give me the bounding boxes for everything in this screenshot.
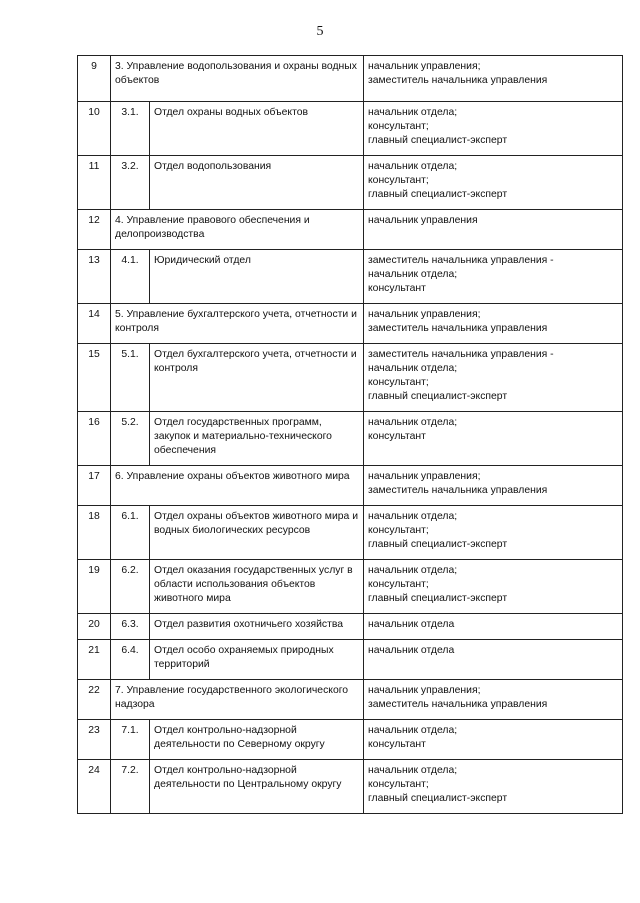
positions-list: заместитель начальника управления - начальник отдела; консультант bbox=[364, 250, 623, 304]
positions-list: начальник отдела; консультант; главный специалист-эксперт bbox=[364, 760, 623, 814]
table-row bbox=[78, 156, 623, 210]
row-number: 22 bbox=[78, 680, 111, 720]
positions-list: начальник управления; заместитель начальника управления bbox=[364, 466, 623, 506]
table-row bbox=[78, 304, 623, 344]
row-number: 19 bbox=[78, 560, 111, 614]
row-number: 20 bbox=[78, 614, 111, 640]
subdivision-number: 7.1. bbox=[111, 720, 150, 760]
table-row bbox=[78, 720, 623, 760]
row-number: 11 bbox=[78, 156, 111, 210]
positions-list: начальник отдела; консультант bbox=[364, 720, 623, 760]
row-number: 23 bbox=[78, 720, 111, 760]
positions-list: начальник отдела; консультант; главный специалист-эксперт bbox=[364, 506, 623, 560]
positions-list: начальник отдела; консультант; главный специалист-эксперт bbox=[364, 560, 623, 614]
subdivision-number: 3.1. bbox=[111, 102, 150, 156]
row-number: 12 bbox=[78, 210, 111, 250]
subdivision-number: 6.1. bbox=[111, 506, 150, 560]
subdivision-number: 3.2. bbox=[111, 156, 150, 210]
subdivision-number: 4.1. bbox=[111, 250, 150, 304]
table-row bbox=[78, 466, 623, 506]
directorate-name: 7. Управление государственного экологического надзора bbox=[111, 680, 364, 720]
positions-list: начальник отдела bbox=[364, 614, 623, 640]
table-row bbox=[78, 560, 623, 614]
department-name: Отдел государственных программ, закупок и материально-технического обеспечения bbox=[150, 412, 364, 466]
table-row bbox=[78, 760, 623, 814]
page-number: 5 bbox=[316, 24, 324, 39]
table-row bbox=[78, 56, 623, 102]
positions-list: начальник отдела; консультант bbox=[364, 412, 623, 466]
table-row bbox=[78, 640, 623, 680]
department-name: Отдел охраны водных объектов bbox=[150, 102, 364, 156]
department-name: Отдел охраны объектов животного мира и водных биологических ресурсов bbox=[150, 506, 364, 560]
row-number: 10 bbox=[78, 102, 111, 156]
department-name: Отдел бухгалтерского учета, отчетности и контроля bbox=[150, 344, 364, 412]
directorate-name: 5. Управление бухгалтерского учета, отчетности и контроля bbox=[111, 304, 364, 344]
department-name: Отдел контрольно-надзорной деятельности по Северному округу bbox=[150, 720, 364, 760]
row-number: 21 bbox=[78, 640, 111, 680]
row-number: 9 bbox=[78, 56, 111, 102]
row-number: 17 bbox=[78, 466, 111, 506]
positions-list: начальник отдела; консультант; главный специалист-эксперт bbox=[364, 156, 623, 210]
department-name: Отдел развития охотничьего хозяйства bbox=[150, 614, 364, 640]
positions-list: начальник управления; заместитель начальника управления bbox=[364, 680, 623, 720]
positions-list: начальник управления; заместитель начальника управления bbox=[364, 56, 623, 102]
row-number: 18 bbox=[78, 506, 111, 560]
table-row bbox=[78, 210, 623, 250]
row-number: 16 bbox=[78, 412, 111, 466]
table-row bbox=[78, 344, 623, 412]
positions-list: заместитель начальника управления - начальник отдела; консультант; главный специалист-эксперт bbox=[364, 344, 623, 412]
department-name: Отдел оказания государственных услуг в области использования объектов животного мира bbox=[150, 560, 364, 614]
table-row bbox=[78, 680, 623, 720]
subdivision-number: 6.2. bbox=[111, 560, 150, 614]
row-number: 15 bbox=[78, 344, 111, 412]
department-name: Отдел водопользования bbox=[150, 156, 364, 210]
positions-list: начальник отдела bbox=[364, 640, 623, 680]
table-row bbox=[78, 506, 623, 560]
staff-positions-table bbox=[77, 55, 623, 814]
subdivision-number: 6.4. bbox=[111, 640, 150, 680]
subdivision-number: 5.2. bbox=[111, 412, 150, 466]
table-row bbox=[78, 102, 623, 156]
row-number: 14 bbox=[78, 304, 111, 344]
table-row bbox=[78, 250, 623, 304]
department-name: Отдел контрольно-надзорной деятельности по Центральному округу bbox=[150, 760, 364, 814]
positions-list: начальник управления; заместитель начальника управления bbox=[364, 304, 623, 344]
row-number: 24 bbox=[78, 760, 111, 814]
positions-list: начальник отдела; консультант; главный специалист-эксперт bbox=[364, 102, 623, 156]
subdivision-number: 5.1. bbox=[111, 344, 150, 412]
subdivision-number: 6.3. bbox=[111, 614, 150, 640]
directorate-name: 6. Управление охраны объектов животного мира bbox=[111, 466, 364, 506]
directorate-name: 3. Управление водопользования и охраны водных объектов bbox=[111, 56, 364, 102]
department-name: Юридический отдел bbox=[150, 250, 364, 304]
table-row bbox=[78, 614, 623, 640]
table-body bbox=[78, 56, 623, 814]
directorate-name: 4. Управление правового обеспечения и делопроизводства bbox=[111, 210, 364, 250]
subdivision-number: 7.2. bbox=[111, 760, 150, 814]
table-row bbox=[78, 412, 623, 466]
department-name: Отдел особо охраняемых природных территорий bbox=[150, 640, 364, 680]
row-number: 13 bbox=[78, 250, 111, 304]
positions-list: начальник управления bbox=[364, 210, 623, 250]
